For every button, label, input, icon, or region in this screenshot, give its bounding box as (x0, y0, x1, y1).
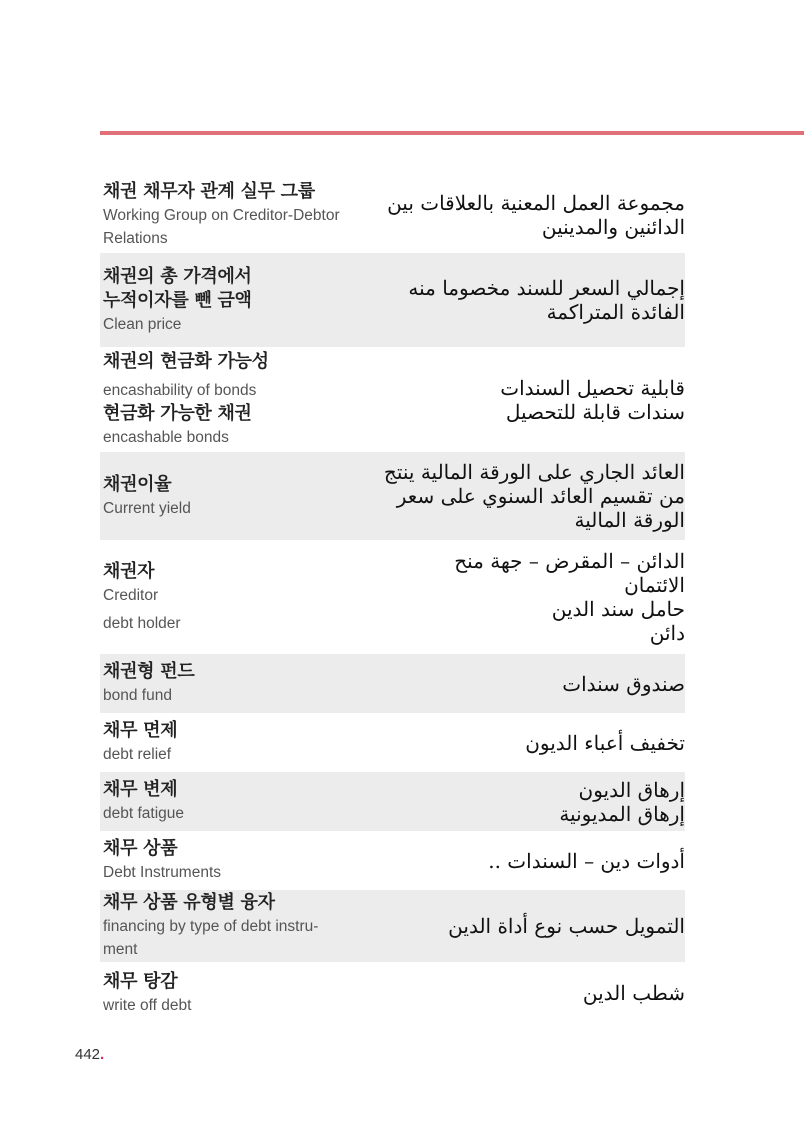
english-term: debt holder (103, 614, 181, 632)
english-term: encashable bonds (103, 429, 229, 446)
korean-term: 채권자 (103, 560, 155, 582)
arabic-text: دائن (649, 621, 685, 645)
korean-term: 채권 채무자 관계 실무 그룹 (103, 180, 315, 202)
korean-term: 채무 상품 (103, 838, 178, 859)
korean-term: 채권이율 (103, 473, 172, 495)
arabic-term (358, 460, 685, 532)
korean-term: 채권의 현금화 가능성 (103, 351, 269, 372)
glossary-row (100, 347, 685, 452)
glossary-row (100, 176, 685, 253)
arabic-text: إرهاق المديونية (559, 801, 685, 826)
page-number (75, 1046, 104, 1063)
korean-term: 현금화 가능한 채권 (103, 403, 252, 424)
arabic-text: مجموعة العمل المعنية بالعلاقات بين الدائنين والمدينين (387, 190, 685, 239)
arabic-term (358, 981, 685, 1005)
arabic-text: صندوق سندات (562, 671, 685, 696)
english-term: encashability of bonds (103, 382, 257, 399)
arabic-text: الدائن – المقرض – جهة منح الائتمان (454, 549, 685, 597)
english-term: Debt Instruments (103, 864, 222, 881)
glossary-row (100, 654, 685, 713)
english-term: debt fatigue (103, 805, 185, 822)
term-source (103, 778, 358, 825)
term-source (103, 660, 358, 707)
glossary-row (100, 540, 685, 654)
glossary-row (100, 890, 685, 962)
english-term: bond fund (103, 687, 172, 704)
glossary-row (100, 713, 685, 772)
page-dot: . (100, 1046, 105, 1063)
korean-term: 채권의 총 가격에서 누적이자를 뺀 금액 (103, 265, 252, 311)
term-source (103, 970, 358, 1017)
glossary-table (100, 176, 685, 1024)
term-source (103, 180, 358, 250)
arabic-text: سندات قابلة للتحصيل (505, 399, 685, 424)
arabic-text: شطب الدين (582, 981, 685, 1005)
top-accent-rule (100, 131, 804, 135)
english-term: financing by type of debt instru-ment (103, 918, 319, 958)
arabic-term (358, 276, 685, 324)
english-term: debt relief (103, 746, 172, 763)
arabic-term (358, 731, 685, 755)
korean-term: 채무 상품 유형별 융자 (103, 892, 275, 913)
arabic-term (358, 849, 685, 873)
korean-term: 채무 변제 (103, 779, 178, 800)
term-source (103, 265, 358, 336)
arabic-text: إرهاق الديون (578, 777, 685, 802)
arabic-text: التمويل حسب نوع أداة الدين (448, 914, 685, 938)
korean-term: 채무 면제 (103, 720, 178, 741)
arabic-text: إجمالي السعر للسند مخصوما منه الفائدة المتراكمة (408, 276, 685, 324)
term-source (103, 473, 358, 520)
arabic-term (358, 191, 685, 239)
arabic-term (358, 549, 685, 645)
term-source (103, 350, 358, 449)
english-term: Working Group on Creditor-Debtor Relations (103, 206, 340, 247)
english-term: Creditor (103, 586, 159, 604)
english-term: Clean price (103, 315, 182, 333)
arabic-text: حامل سند الدين (551, 597, 685, 621)
term-source (103, 560, 358, 635)
term-source (103, 719, 358, 766)
korean-term: 채무 탕감 (103, 970, 178, 992)
glossary-row (100, 962, 685, 1024)
arabic-term (358, 376, 685, 424)
term-source (103, 837, 358, 884)
arabic-term (358, 914, 685, 938)
page-number-text: 442 (75, 1046, 101, 1063)
glossary-row (100, 452, 685, 540)
arabic-term (358, 672, 685, 696)
glossary-row (100, 253, 685, 347)
english-term: write off debt (103, 996, 192, 1014)
arabic-term (358, 778, 685, 826)
arabic-text: قابلية تحصيل السندات (500, 375, 685, 400)
english-term: Current yield (103, 499, 191, 517)
arabic-text: أدوات دين – السندات .. (488, 848, 685, 873)
glossary-row (100, 831, 685, 890)
arabic-text: العائد الجاري على الورقة المالية ينتج من تقسيم العائد السنوي على سعر الورقة المالية (383, 460, 685, 532)
korean-term: 채권형 펀드 (103, 661, 195, 682)
arabic-text: تخفيف أعباء الديون (525, 730, 685, 755)
term-source (103, 891, 358, 961)
glossary-row (100, 772, 685, 831)
